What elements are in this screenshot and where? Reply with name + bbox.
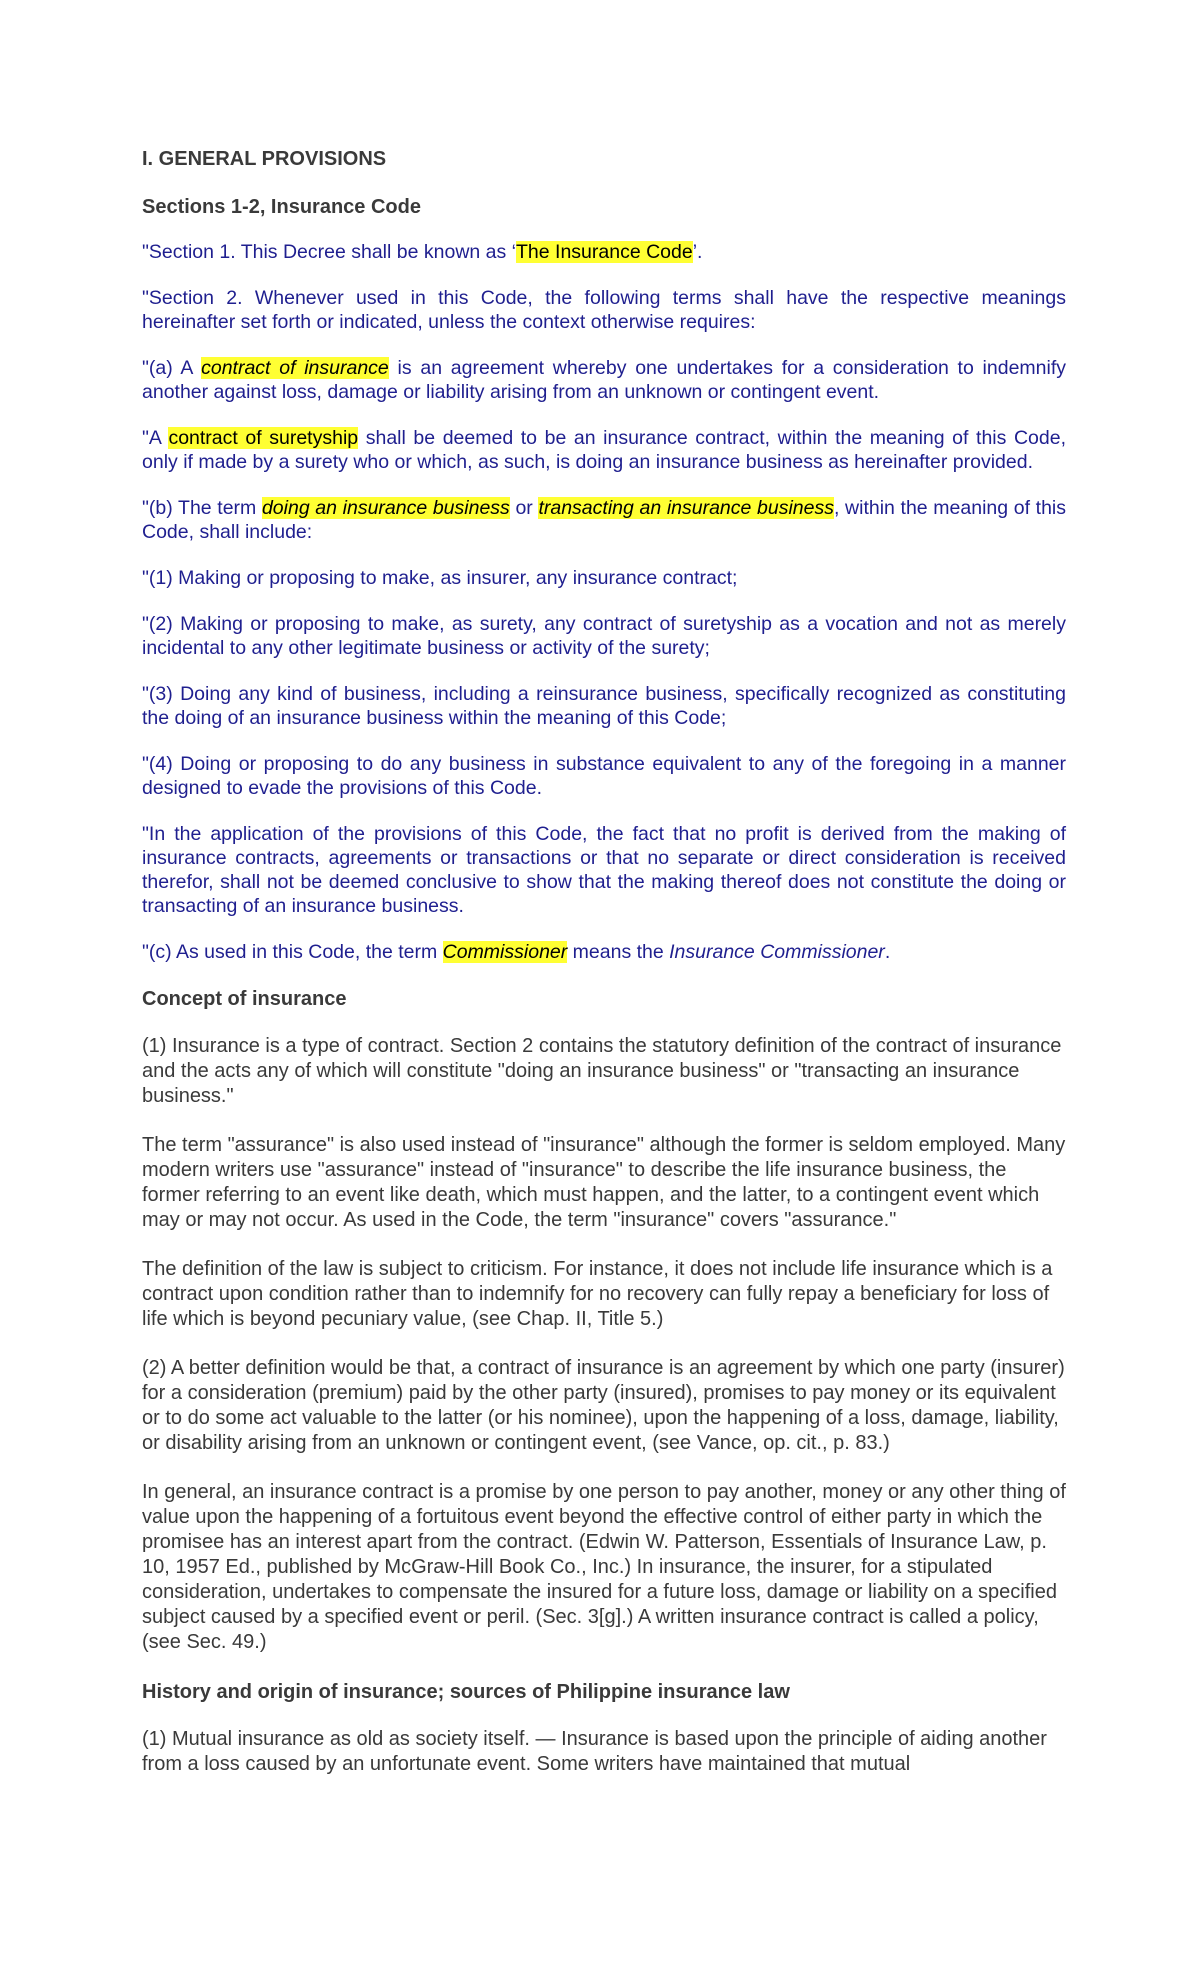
concept-paragraph-3: The definition of the law is subject to criticism. For instance, it does not include life insurance which is a contract upon condition rather than to indemnify for no recovery can fully repay a beneficiary for loss of life which is beyond pecuniary value, (see Chap. II, Title 5.) <box>142 1258 1053 1330</box>
statute-text <box>142 240 1066 964</box>
suretyship-paragraph: "A contract of suretyship shall be deemed to be an insurance contract, within the meaning of this Code, only if made by a surety who or which, as such, is doing an insurance business as hereinafter provided. <box>142 427 1066 473</box>
section-2b-4: "(4) Doing or proposing to do any business in substance equivalent to any of the foregoing in a manner designed to evade the provisions of this Code. <box>142 753 1066 799</box>
section-2a: "(a) A contract of insurance is an agreement whereby one undertakes for a consideration to indemnify another against loss, damage or liability arising from an unknown or contingent event. <box>142 357 1067 403</box>
section-2: "Section 2. Whenever used in this Code, the following terms shall have the respective meanings hereinafter set forth or indicated, unless the context otherwise requires: <box>142 287 1066 333</box>
section-2b-3: "(3) Doing any kind of business, including a reinsurance business, specifically recognized as constituting the doing of an insurance business within the meaning of this Code; <box>142 683 1066 729</box>
highlight-doing-insurance-business: doing an insurance business <box>261 497 510 519</box>
section-1: "Section 1. This Decree shall be known as ‘The Insurance Code’. <box>142 241 703 263</box>
section-2b: "(b) The term doing an insurance business or transacting an insurance business, within the meaning of this Code, shall include: <box>142 497 1066 543</box>
concept-paragraph-1: (1) Insurance is a type of contract. Section 2 contains the statutory definition of the contract of insurance and the acts any of which will constitute "doing an insurance business" or "transacting an insurance business." <box>142 1035 1062 1107</box>
highlight-contract-of-suretyship: contract of suretyship <box>168 427 359 449</box>
history-paragraph-1: (1) Mutual insurance as old as society itself. — Insurance is based upon the principle of aiding another from a loss caused by an unfortunate event. Some writers have maintained that mutual <box>142 1728 1047 1775</box>
section-heading-history: History and origin of insurance; sources of Philippine insurance law <box>142 1681 790 1703</box>
section-2b-1: "(1) Making or proposing to make, as insurer, any insurance contract; <box>142 567 738 589</box>
section-2b-2: "(2) Making or proposing to make, as surety, any contract of suretyship as a vocation and not as merely incidental to any other legitimate business or activity of the surety; <box>142 613 1066 659</box>
concept-paragraph-2: The term "assurance" is also used instead of "insurance" although the former is seldom employed. Many modern writers use "assurance" instead of "insurance" to describe the life insurance business, the former referring to an event like death, which must happen, and the latter, to a contingent event which may or may not occur. As used in the Code, the term "insurance" covers "assurance." <box>142 1134 1066 1231</box>
history-section <box>142 1679 1066 1777</box>
highlight-commissioner: Commissioner <box>442 941 568 963</box>
concept-paragraph-5: In general, an insurance contract is a promise by one person to pay another, money or any other thing of value upon the happening of a fortuitous event beyond the effective control of either party in which the promisee has an interest apart from the contract. (Edwin W. Patterson, Essentials of Insurance Law, p. 10, 1957 Ed., published by McGraw-Hill Book Co., Inc.) In insurance, the insurer, for a stipulated consideration, undertakes to compensate the insured for a future loss, damage or liability on a specified subject caused by a specified event or peril. (Sec. 3[g].) A written insurance contract is called a policy, (see Sec. 49.) <box>142 1481 1066 1653</box>
page-subtitle: Sections 1-2, Insurance Code <box>142 196 421 218</box>
concept-section <box>142 986 1066 1655</box>
application-paragraph: "In the application of the provisions of this Code, the fact that no profit is derived from the making of insurance contracts, agreements or transactions or that no separate or direct consideration is received therefor, shall not be deemed conclusive to show that the making thereof does not constitute the doing or transacting of an insurance business. <box>142 823 1066 917</box>
document-page <box>142 138 1066 1801</box>
highlight-transacting-insurance-business: transacting an insurance business <box>538 497 834 519</box>
concept-paragraph-4: (2) A better definition would be that, a contract of insurance is an agreement by which one party (insurer) for a consideration (premium) paid by the other party (insured), promises to pay money or its equivalent or to do some act valuable to the latter (or his nominee), upon the happening of a loss, damage, liability, or disability arising from an unknown or contingent event, (see Vance, op. cit., p. 83.) <box>142 1357 1065 1454</box>
section-2c: "(c) As used in this Code, the term Commissioner means the Insurance Commissioner. <box>142 941 891 963</box>
highlight-insurance-code: The Insurance Code <box>516 241 693 263</box>
page-title: I. GENERAL PROVISIONS <box>142 148 387 170</box>
highlight-contract-of-insurance: contract of insurance <box>201 357 389 379</box>
section-heading-concept: Concept of insurance <box>142 988 347 1010</box>
